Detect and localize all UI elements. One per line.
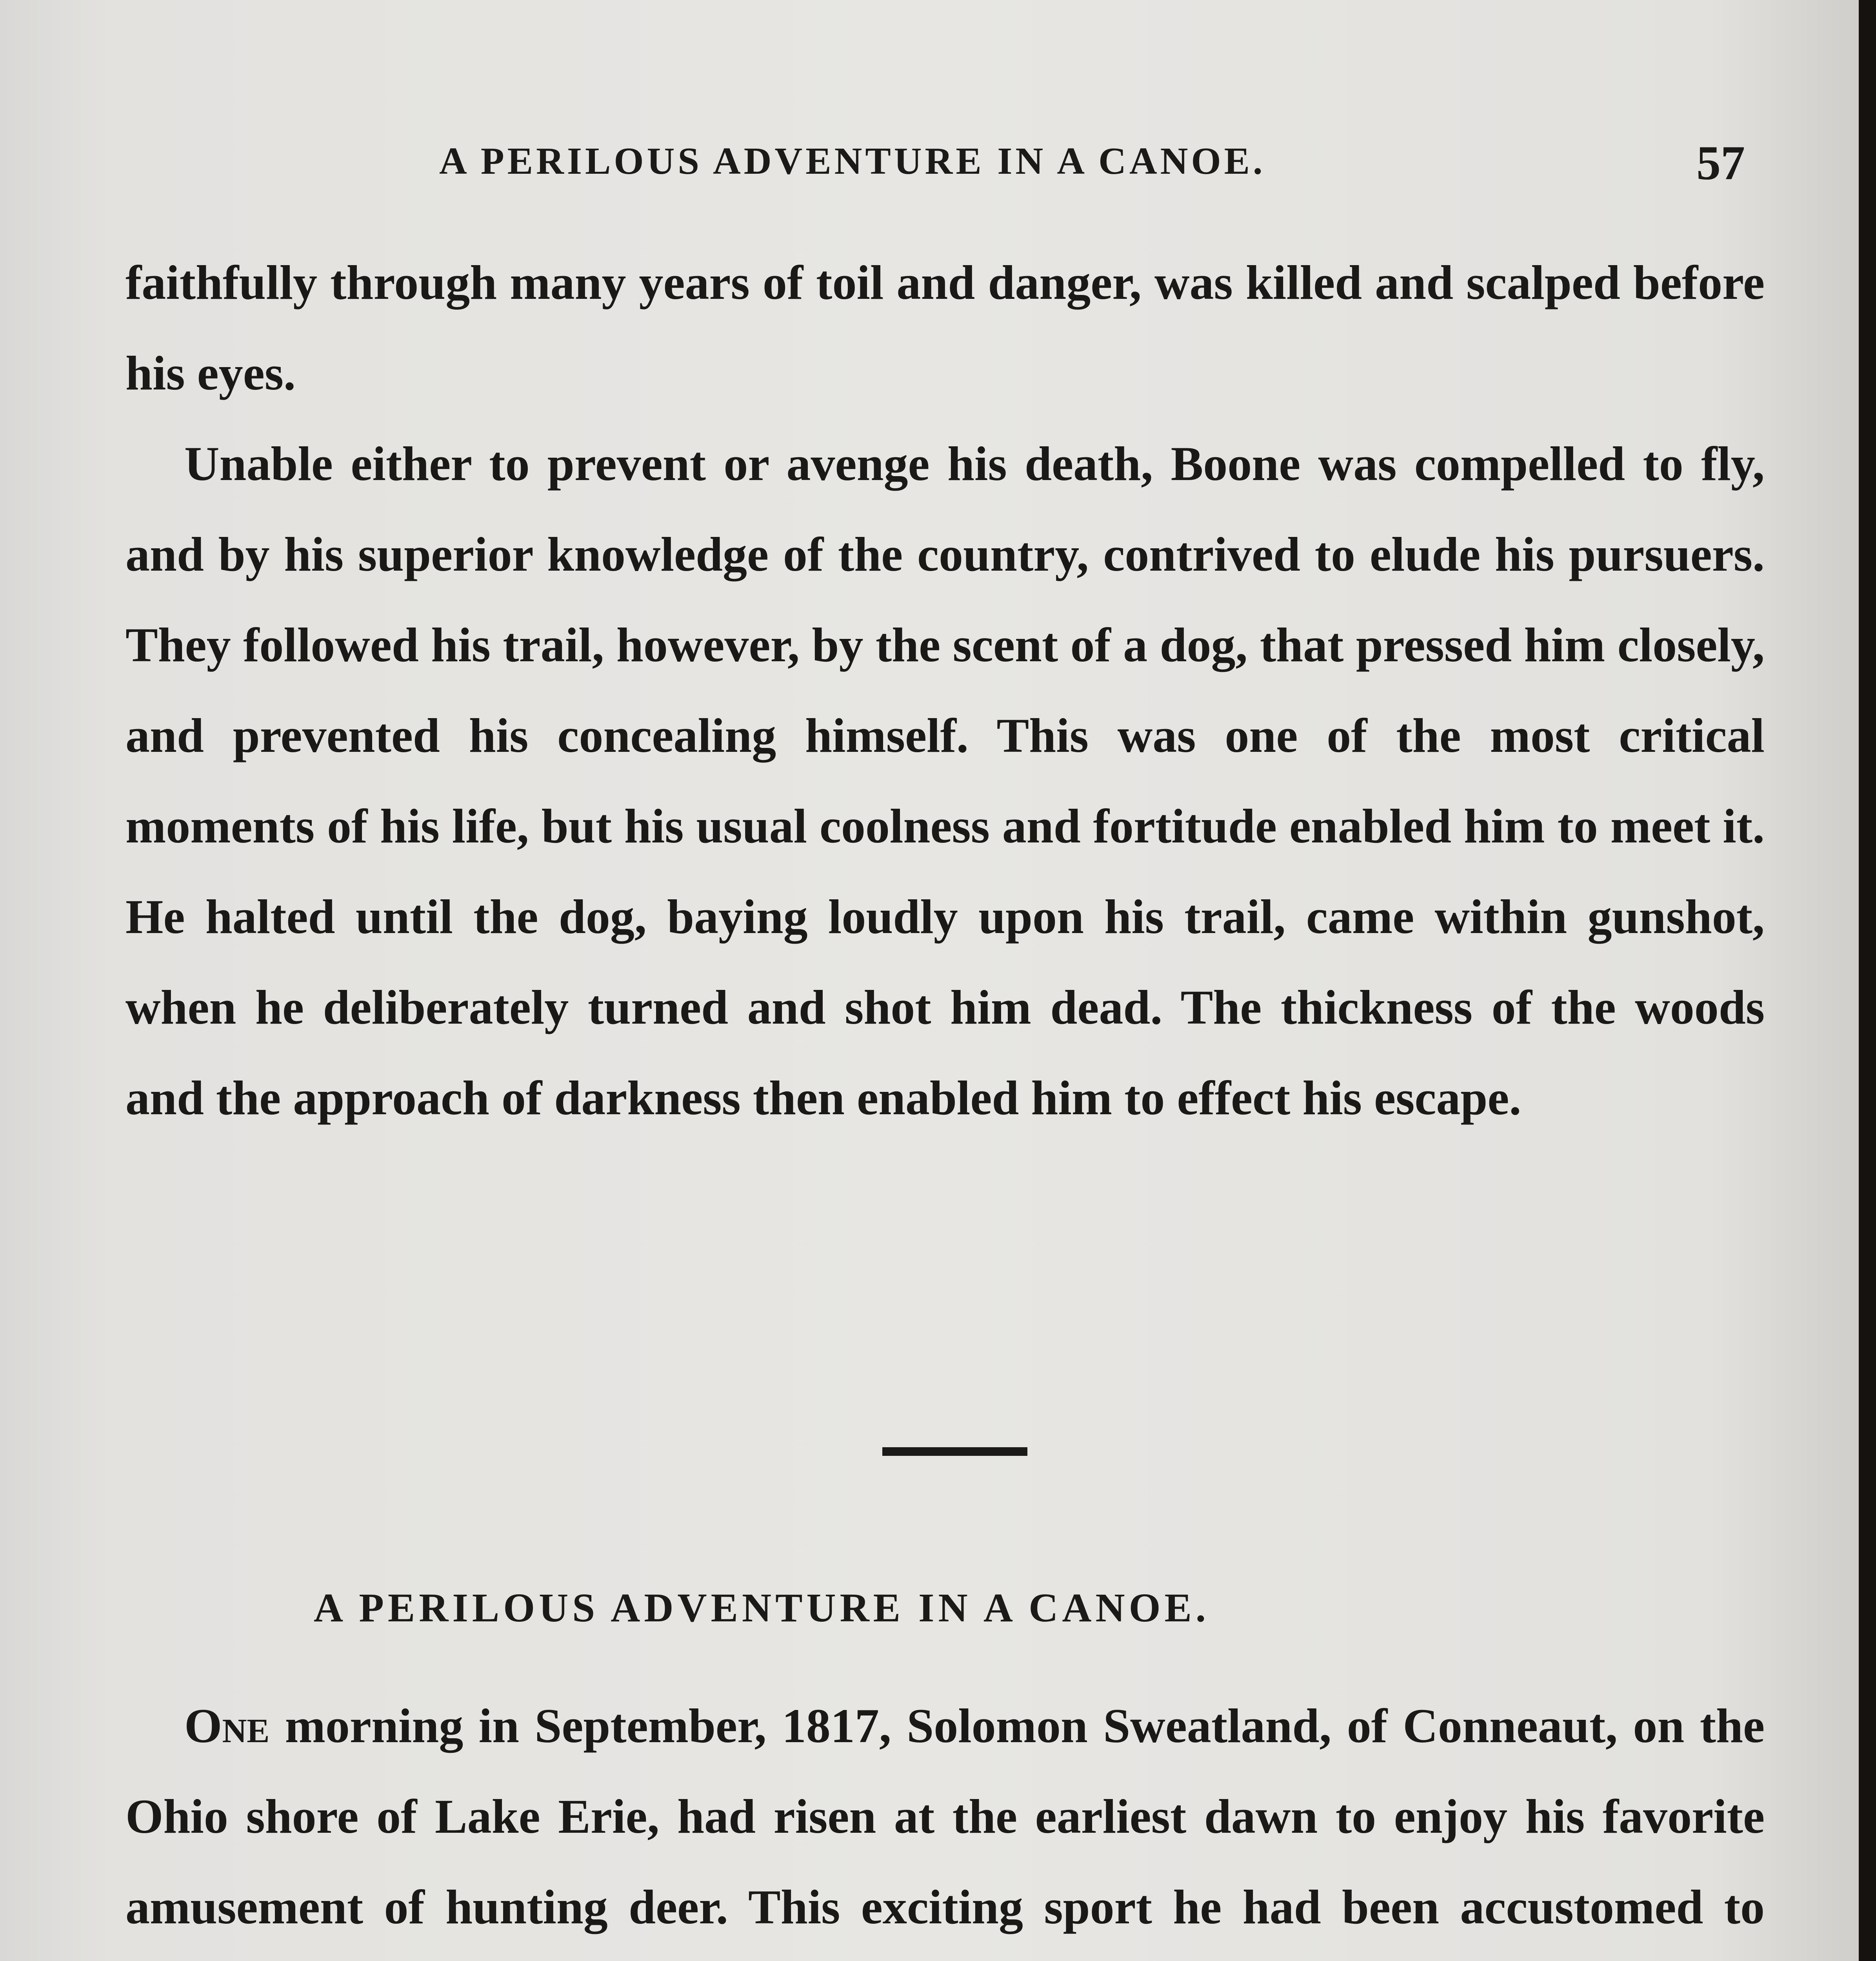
running-head: [125, 135, 1745, 190]
paragraph: faithfully through many years of toil and danger, was killed and scalped before his eyes.: [125, 256, 1765, 400]
page-edge-shadow: [1859, 0, 1876, 1961]
page-number: 57: [1696, 136, 1745, 190]
paragraph: Unable either to prevent or avenge his death, Boone was compelled to fly, and by his superior knowledge of the country, contrived to elude his pursuers. They followed his trail, however, by the scent of a dog, that pressed him closely, and prevented his concealing himself. This was one of the most critical moments of his life, but his usual coolness and fortitude enabled him to meet it. He halted until the dog, baying loudly upon his trail, came within gunshot, when he deliberately turned and shot him dead. The thickness of the woods and the approach of darkness then enabled him to effect his escape.: [125, 437, 1765, 1125]
section-divider: [882, 1447, 1027, 1456]
drop-word: One: [184, 1699, 270, 1753]
continuation-text: [125, 237, 1765, 1143]
section-heading: A PERILOUS ADVENTURE IN A CANOE.: [314, 1585, 1210, 1630]
paragraph-body: morning in September, 1817, Solomon Sweatland, of Conneaut, on the Ohio shore of Lake Erie, had risen at the earliest dawn to enjoy his favorite amusement of hunting deer. This exciting sport he had been accustomed to: [125, 1699, 1765, 1934]
running-title: A PERILOUS ADVENTURE IN A CANOE.: [439, 140, 1266, 182]
paragraph: [125, 1681, 1765, 1961]
section-text: [125, 1681, 1765, 1961]
